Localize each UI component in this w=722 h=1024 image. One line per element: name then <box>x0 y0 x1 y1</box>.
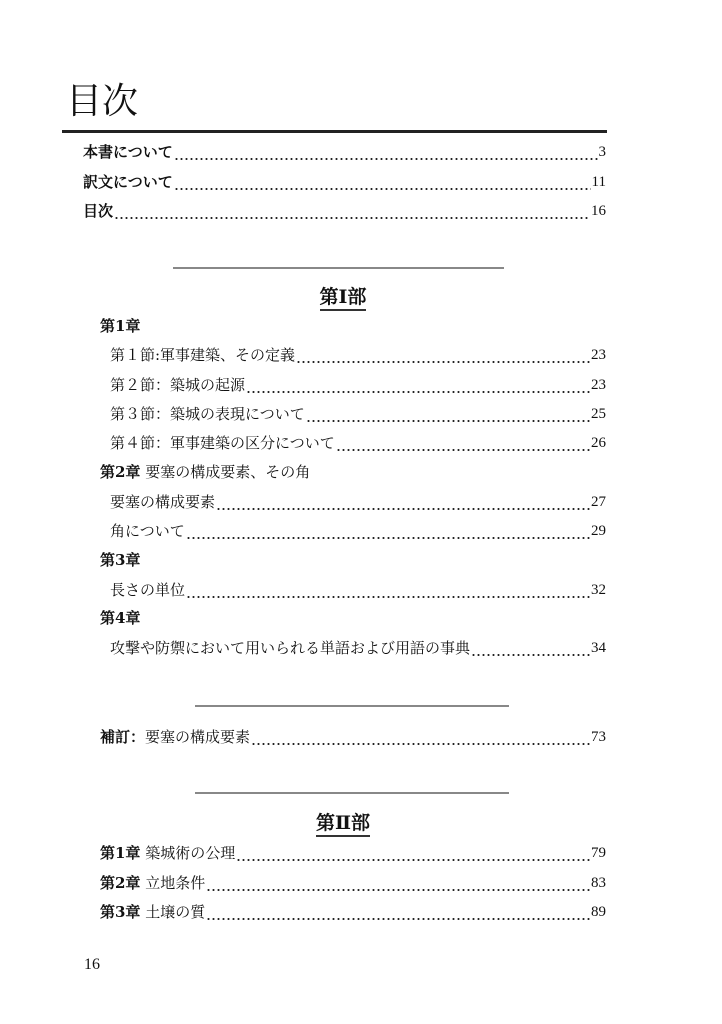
part-heading: 第Ⅱ部 <box>0 811 686 835</box>
dot-leader <box>186 521 590 541</box>
dot-leader <box>306 404 590 424</box>
chapter-heading: 第1章 <box>100 317 141 335</box>
page-title: 目次 <box>66 81 139 122</box>
part-heading: 第Ⅰ部 <box>0 285 686 309</box>
toc-entry[interactable]: 第2章 立地条件 83 <box>100 874 606 892</box>
toc-entry[interactable]: 要塞の構成要素 27 <box>110 493 606 511</box>
dot-leader <box>246 375 590 395</box>
dot-leader <box>174 142 598 162</box>
toc-entry[interactable]: 第２節：築城の起源 23 <box>110 376 606 394</box>
toc-entry[interactable]: 本書について 3 <box>83 143 606 161</box>
toc-entry[interactable]: 第３節：築城の表現について 25 <box>110 405 606 423</box>
dot-leader <box>296 345 590 365</box>
dot-leader <box>251 727 590 747</box>
dot-leader <box>471 638 590 658</box>
toc-entry[interactable]: 第１節:軍事建築、その定義 23 <box>110 346 606 364</box>
toc-entry[interactable]: 角について 29 <box>110 522 606 540</box>
toc-entry[interactable]: 第４節：軍事建築の区分について 26 <box>110 434 606 452</box>
page-number: 16 <box>84 956 100 973</box>
title-rule <box>62 130 607 133</box>
separator <box>195 792 509 794</box>
toc-entry[interactable]: 目次 16 <box>83 202 606 220</box>
toc-entry[interactable]: 訳文について 11 <box>83 173 606 191</box>
toc-entry[interactable]: 補訂：要塞の構成要素 73 <box>100 728 606 746</box>
toc-entry[interactable]: 攻撃や防禦において用いられる単語および用語の事典 34 <box>110 639 606 657</box>
toc-entry[interactable]: 第1章 築城術の公理 79 <box>100 844 606 862</box>
toc-entry[interactable]: 第3章 土壌の質 89 <box>100 903 606 921</box>
dot-leader <box>186 580 590 600</box>
separator <box>173 267 504 269</box>
toc-entry[interactable]: 長さの単位 32 <box>110 581 606 599</box>
dot-leader <box>206 902 590 922</box>
dot-leader <box>206 873 590 893</box>
chapter-heading: 第4章 <box>100 609 141 627</box>
chapter-heading: 第2章 要塞の構成要素、その角 <box>100 463 311 481</box>
dot-leader <box>174 172 591 192</box>
dot-leader <box>114 201 590 221</box>
chapter-heading: 第3章 <box>100 551 141 569</box>
dot-leader <box>336 433 590 453</box>
dot-leader <box>236 843 590 863</box>
separator <box>195 705 509 707</box>
dot-leader <box>216 492 590 512</box>
